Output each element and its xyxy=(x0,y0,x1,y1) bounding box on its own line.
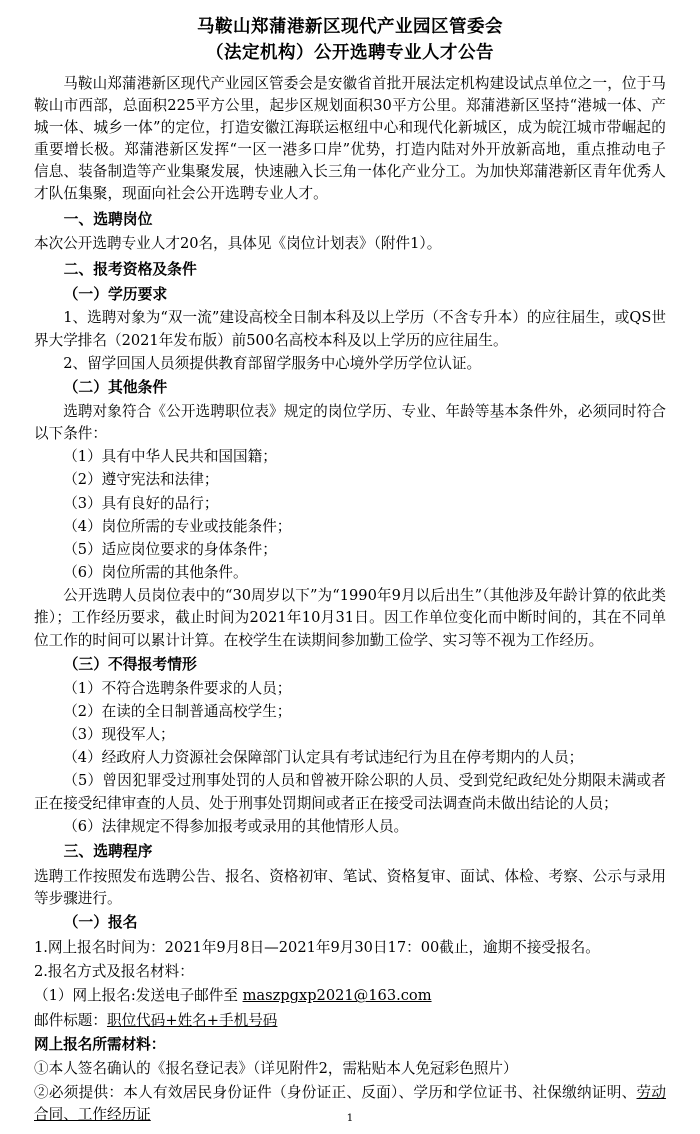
list-item: 2.报名方式及报名材料： xyxy=(34,963,194,981)
list-item: 2、留学回国人员须提供教育部留学服务中心境外学历学位认证。 xyxy=(63,354,482,372)
list-item: （5）曾因犯罪受过刑事处罚的人员和曾被开除公职的人员、受到党纪政纪处分期限未满或者正在接受纪律审查的人员、处于刑事处罚期间或者正在接受司法调查尚未做出结论的人员； xyxy=(34,772,666,812)
email-line-prefix: （1）网上报名:发送电子邮件至 xyxy=(34,987,243,1005)
registration-email-link[interactable]: maszpgxp2021@163.com xyxy=(242,987,432,1005)
list-item: （2）在读的全日制普通高校学生； xyxy=(63,702,292,720)
section-heading-2: 二、报考资格及条件 xyxy=(63,260,197,278)
email-subject-label: 邮件标题： xyxy=(34,1011,107,1029)
email-subject-value: 职位代码+姓名+手机号码 xyxy=(106,1011,278,1029)
list-item: （2）遵守宪法和法律； xyxy=(63,471,219,489)
section-heading-1: 一、选聘岗位 xyxy=(63,210,153,228)
list-item: （1）不符合选聘条件要求的人员； xyxy=(63,679,292,697)
subsection-heading-2-1: （一）学历要求 xyxy=(63,285,168,303)
list-item: （5）适应岗位要求的身体条件； xyxy=(63,540,277,558)
list-item: （6）法律规定不得参加报考或录用的其他情形人员。 xyxy=(63,817,409,835)
section-1-paragraph-1: 本次公开选聘专业人才20名，具体见《岗位计划表》（附件1）。 xyxy=(34,235,442,253)
subsection-2-2-note: 公开选聘人员岗位表中的“30周岁以下”为“1990年9月以后出生”（其他涉及年龄计算的依此类推）；工作经历要求，截止时间为2021年10月31日。因工作单位变化而中断时间的，其在不同单位工作的时间可以累计计算。在校学生在读期间参加勤工俭学、实习等不视为工作经历。 xyxy=(34,587,666,649)
document-title-line2: （法定机构）公开选聘专业人才公告 xyxy=(206,43,494,64)
section-3-paragraph-1: 选聘工作按照发布选聘公告、报名、资格初审、笔试、资格复审、面试、体检、考察、公示与录用等步骤进行。 xyxy=(34,867,666,908)
list-item: （4）岗位所需的专业或技能条件； xyxy=(63,517,292,535)
list-item: 1、选聘对象为“双一流”建设高校全日制本科及以上学历（不含专升本）的应往届生，或QS世界大学排名（2021年发布版）前500名高校本科及以上学历的应往届生。 xyxy=(34,309,666,349)
section-heading-3: 三、选聘程序 xyxy=(63,842,153,860)
list-item: ①本人签名确认的《报名登记表》（详见附件2，需粘贴本人免冠彩色照片） xyxy=(34,1059,518,1077)
list-item: （4）经政府人力资源社会保障部门认定具有考试违纪行为且在停考期内的人员； xyxy=(63,749,584,767)
list-item: （3）现役军人； xyxy=(63,726,175,744)
subsection-heading-2-3: （三）不得报考情形 xyxy=(63,655,197,673)
list-item: （3）具有良好的品行； xyxy=(63,494,219,512)
document-title-line1: 马鞍山郑蒲港新区现代产业园区管委会 xyxy=(197,17,503,37)
materials-item-2-text: ②必须提供：本人有效居民身份证件（身份证正、反面）、学历和学位证书、社保缴纳证明、 xyxy=(34,1084,637,1102)
list-item: 1.网上报名时间为：2021年9月8日—2021年9月30日17：00截止，逾期不接受报名。 xyxy=(34,939,600,957)
subsection-heading-2-2: （二）其他条件 xyxy=(63,378,168,396)
list-item: （1）具有中华人民共和国国籍； xyxy=(63,448,277,466)
subsection-2-2-lead: 选聘对象符合《公开选聘职位表》规定的岗位学历、专业、年龄等基本条件外，必须同时符合以下条件： xyxy=(34,402,666,443)
email-subject-line xyxy=(34,1010,666,1032)
page-number: 1 xyxy=(346,1112,354,1125)
subsection-heading-3-1: （一）报名 xyxy=(63,914,138,932)
document-title xyxy=(34,14,666,67)
intro-paragraph: 马鞍山郑蒲港新区现代产业园区管委会是安徽省首批开展法定机构建设试点单位之一，位于马鞍山市西部，总面积225平方公里，起步区规划面积30平方公里。郑蒲港新区坚持“港城一体、产城一体、城乡一体”的定位，打造安徽江海联运枢纽中心和现代化新城区，成为皖江城市带崛起的重要增长极。郑蒲港新区发挥“一区一港多口岸”优势，打造内陆对外开放新高地，重点推动电子信息、装备制造等产业集聚发展，快速融入长三角一体化产业分工。为加快郑蒲港新区青年优秀人才队伍集聚，现面向社会公开选聘专业人才。 xyxy=(34,74,666,203)
list-item: （6）岗位所需的其他条件。 xyxy=(63,564,248,582)
materials-heading: 网上报名所需材料： xyxy=(34,1035,166,1053)
materials-item-2-tail: 劳动合同、工作经历证 xyxy=(34,1084,666,1124)
